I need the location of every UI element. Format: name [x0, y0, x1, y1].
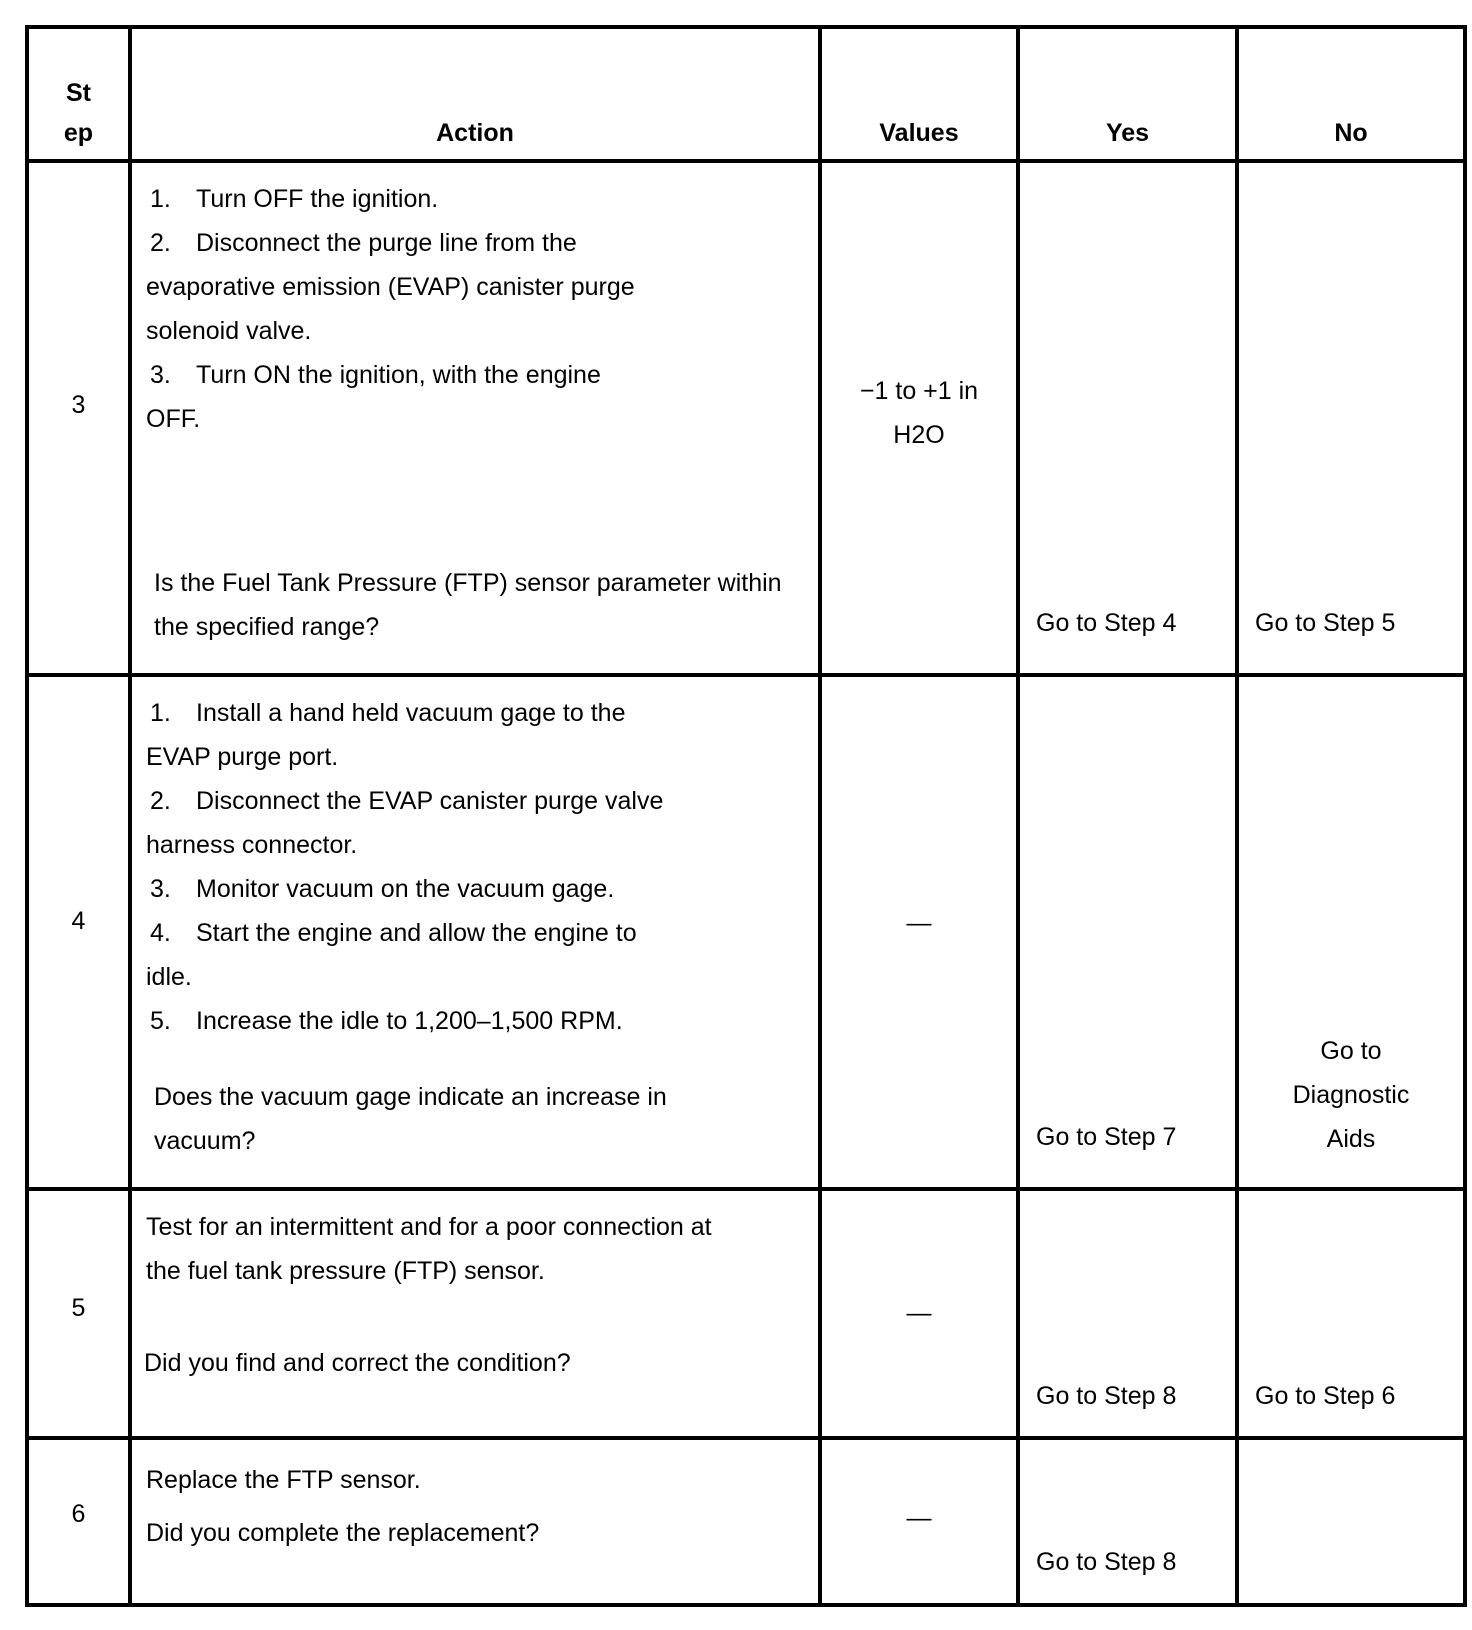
step-cell	[27, 1438, 130, 1605]
yes-result: Go to Step 7	[1036, 1123, 1177, 1151]
diagnostic-table	[25, 25, 1467, 1607]
table-row	[27, 1438, 1465, 1605]
value-text: —	[906, 909, 932, 937]
no-cell	[1237, 161, 1465, 675]
header-row	[27, 27, 1465, 161]
action-step: 2. Disconnect the EVAP canister purge valve harness connector.	[146, 787, 664, 859]
yes-result: Go to Step 8	[1036, 1548, 1177, 1576]
no-result: Go to Step 6	[1255, 1382, 1396, 1410]
header-step	[27, 27, 130, 161]
header-step-line2: ep	[63, 119, 94, 147]
yes-cell	[1018, 1438, 1237, 1605]
step-number: 4	[71, 907, 86, 935]
action-step: 1. Turn OFF the ignition.	[150, 185, 439, 213]
action-question: Is the Fuel Tank Pressure (FTP) sensor parameter within the specified range?	[154, 569, 782, 641]
action-text: Replace the FTP sensor.	[146, 1466, 421, 1494]
table-row	[27, 675, 1465, 1189]
no-result: Go to Diagnostic Aids	[1292, 1037, 1410, 1153]
value-text: −1 to +1 in H2O	[859, 377, 979, 449]
yes-result: Go to Step 8	[1036, 1382, 1177, 1410]
action-cell	[130, 675, 820, 1189]
yes-cell	[1018, 675, 1237, 1189]
no-cell	[1237, 1438, 1465, 1605]
step-cell	[27, 161, 130, 675]
no-result: Go to Step 5	[1255, 609, 1396, 637]
action-step: 5. Increase the idle to 1,200–1,500 RPM.	[150, 1007, 623, 1035]
values-cell	[820, 1189, 1018, 1438]
step-number: 3	[71, 391, 86, 419]
header-values: Values	[820, 27, 1018, 161]
yes-result: Go to Step 4	[1036, 609, 1177, 637]
no-cell	[1237, 675, 1465, 1189]
step-cell	[27, 1189, 130, 1438]
action-question: Does the vacuum gage indicate an increase in vacuum?	[154, 1083, 667, 1155]
header-step-line1: St	[66, 79, 91, 107]
action-question: Did you find and correct the condition?	[144, 1349, 571, 1377]
action-cell	[130, 1189, 820, 1438]
table-row	[27, 1189, 1465, 1438]
action-text: Test for an intermittent and for a poor connection at the fuel tank pressure (FTP) sensor.	[146, 1213, 712, 1285]
values-cell	[820, 675, 1018, 1189]
action-step: 2. Disconnect the purge line from the evaporative emission (EVAP) canister purge solenoid valve.	[146, 229, 635, 345]
yes-cell	[1018, 161, 1237, 675]
action-step: 4. Start the engine and allow the engine to idle.	[146, 919, 637, 991]
header-no: No	[1237, 27, 1465, 161]
action-cell	[130, 161, 820, 675]
step-cell	[27, 675, 130, 1189]
action-step: 3. Monitor vacuum on the vacuum gage.	[150, 875, 615, 903]
header-yes: Yes	[1018, 27, 1237, 161]
values-cell	[820, 161, 1018, 675]
step-number: 6	[71, 1500, 86, 1528]
no-cell	[1237, 1189, 1465, 1438]
yes-cell	[1018, 1189, 1237, 1438]
values-cell	[820, 1438, 1018, 1605]
action-cell	[130, 1438, 820, 1605]
step-number: 5	[71, 1294, 86, 1322]
value-text: —	[906, 1504, 932, 1532]
value-text: —	[906, 1299, 932, 1327]
action-question: Did you complete the replacement?	[146, 1519, 540, 1547]
action-step: 3. Turn ON the ignition, with the engine OFF.	[146, 361, 601, 433]
header-action: Action	[130, 27, 820, 161]
table-row	[27, 161, 1465, 675]
action-step: 1. Install a hand held vacuum gage to the EVAP purge port.	[146, 699, 626, 771]
